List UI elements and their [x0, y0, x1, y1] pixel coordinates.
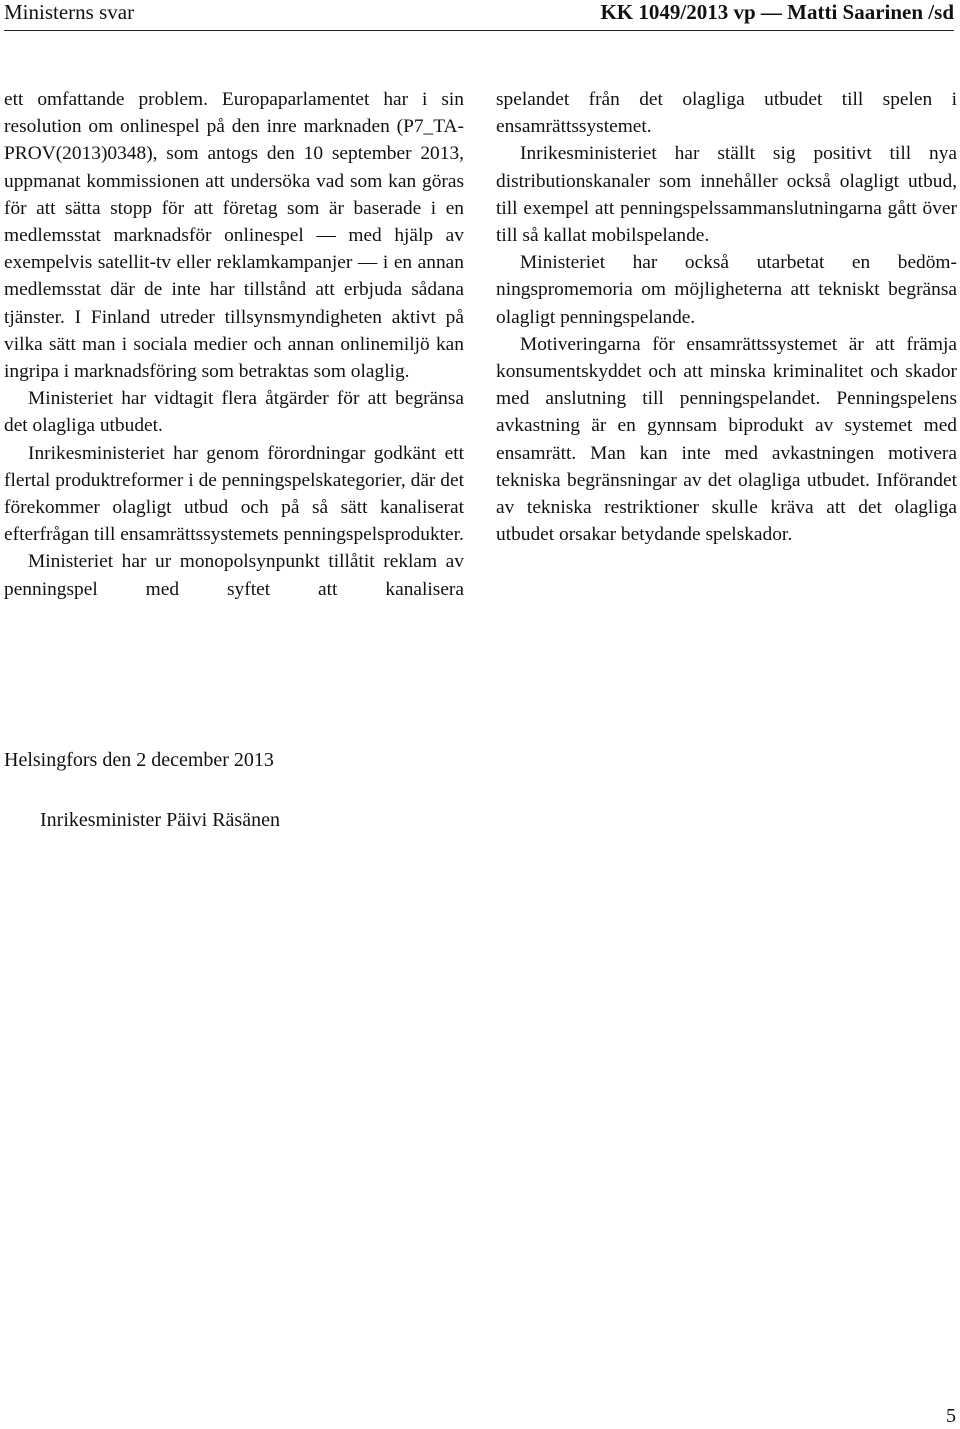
body-paragraph: Ministeriet har ur monopolsynpunkt tillåtit reklam av penningspel med syftet att kanalisera [4, 551, 464, 600]
closing-place-date: Helsingfors den 2 december 2013 [4, 749, 274, 771]
body-paragraph: Inrikesministeriet har genom förordningar godkänt ett flertal produktreformer i de penningspelskategorier, där det förekommer olagligt utbud och på så sätt kanaliserat efterfrågan till ensamrättssystemets penningspelsprodukter. [4, 442, 464, 546]
closing-signatory: Inrikesminister Päivi Räsänen [40, 809, 280, 831]
page-header [4, 0, 954, 31]
body-paragraph: ett omfattande problem. Europaparlamentet har i sin resolution om onlinespel på den inre marknaden (P7_TA-PROV(2013)0348), som antogs den 10 september 2013, uppmanat kommissionen att undersöka vad som kan göras för att sätta stopp för att företag som är baserade i en medlemsstat marknadsför onlinespel — med hjälp av exempelvis satellit-tv eller reklamkampanjer — i en annan medlemsstat där de inte har tillstånd att erbjuda sådana tjänster. I Finland utreder tillsynsmyndigheten aktivt på vilka sätt man i sociala medier och annan onlinemiljö kan ingripa i marknadsföring som betraktas som olaglig. [4, 89, 464, 383]
left-text-column [4, 86, 464, 603]
page-number: 5 [946, 1405, 956, 1427]
body-paragraph: Ministeriet har också utarbetat en bedömningspromemoria om möjligheterna att tekniskt begränsa olagligt penningspelande. [496, 252, 957, 328]
body-paragraph: Inrikesministeriet har ställt sig positivt till nya distributionskanaler som innehåller också olagligt utbud, till exempel att penningspelssammanslutningarna gått över till så kallat mobilspelande. [496, 143, 957, 247]
header-section-title: Ministerns svar [4, 0, 135, 24]
body-paragraph: Ministeriet har vidtagit flera åtgärder för att begränsa det olagliga utbudet. [4, 388, 464, 437]
header-document-reference: KK 1049/2013 vp — Matti Saarinen /sd [600, 0, 954, 24]
right-text-column [496, 86, 957, 548]
body-paragraph: Motiveringarna för ensamrättssystemet är att främja konsumentskyddet och att minska kriminalitet och skador med anslutning till penningspelandet. Penningspelens avkastning är en gynnsam biprodukt av systemet med ensamrätt. Man kan inte med avkastningen motivera tekniska begränsningar av det olagliga utbudet. Införandet av tekniska restriktioner skulle kräva att det olagliga utbudet orsakar betydande spelskador. [496, 333, 957, 546]
body-paragraph: spelandet från det olagliga utbudet till spelen i ensamrättssystemet. [496, 89, 957, 138]
